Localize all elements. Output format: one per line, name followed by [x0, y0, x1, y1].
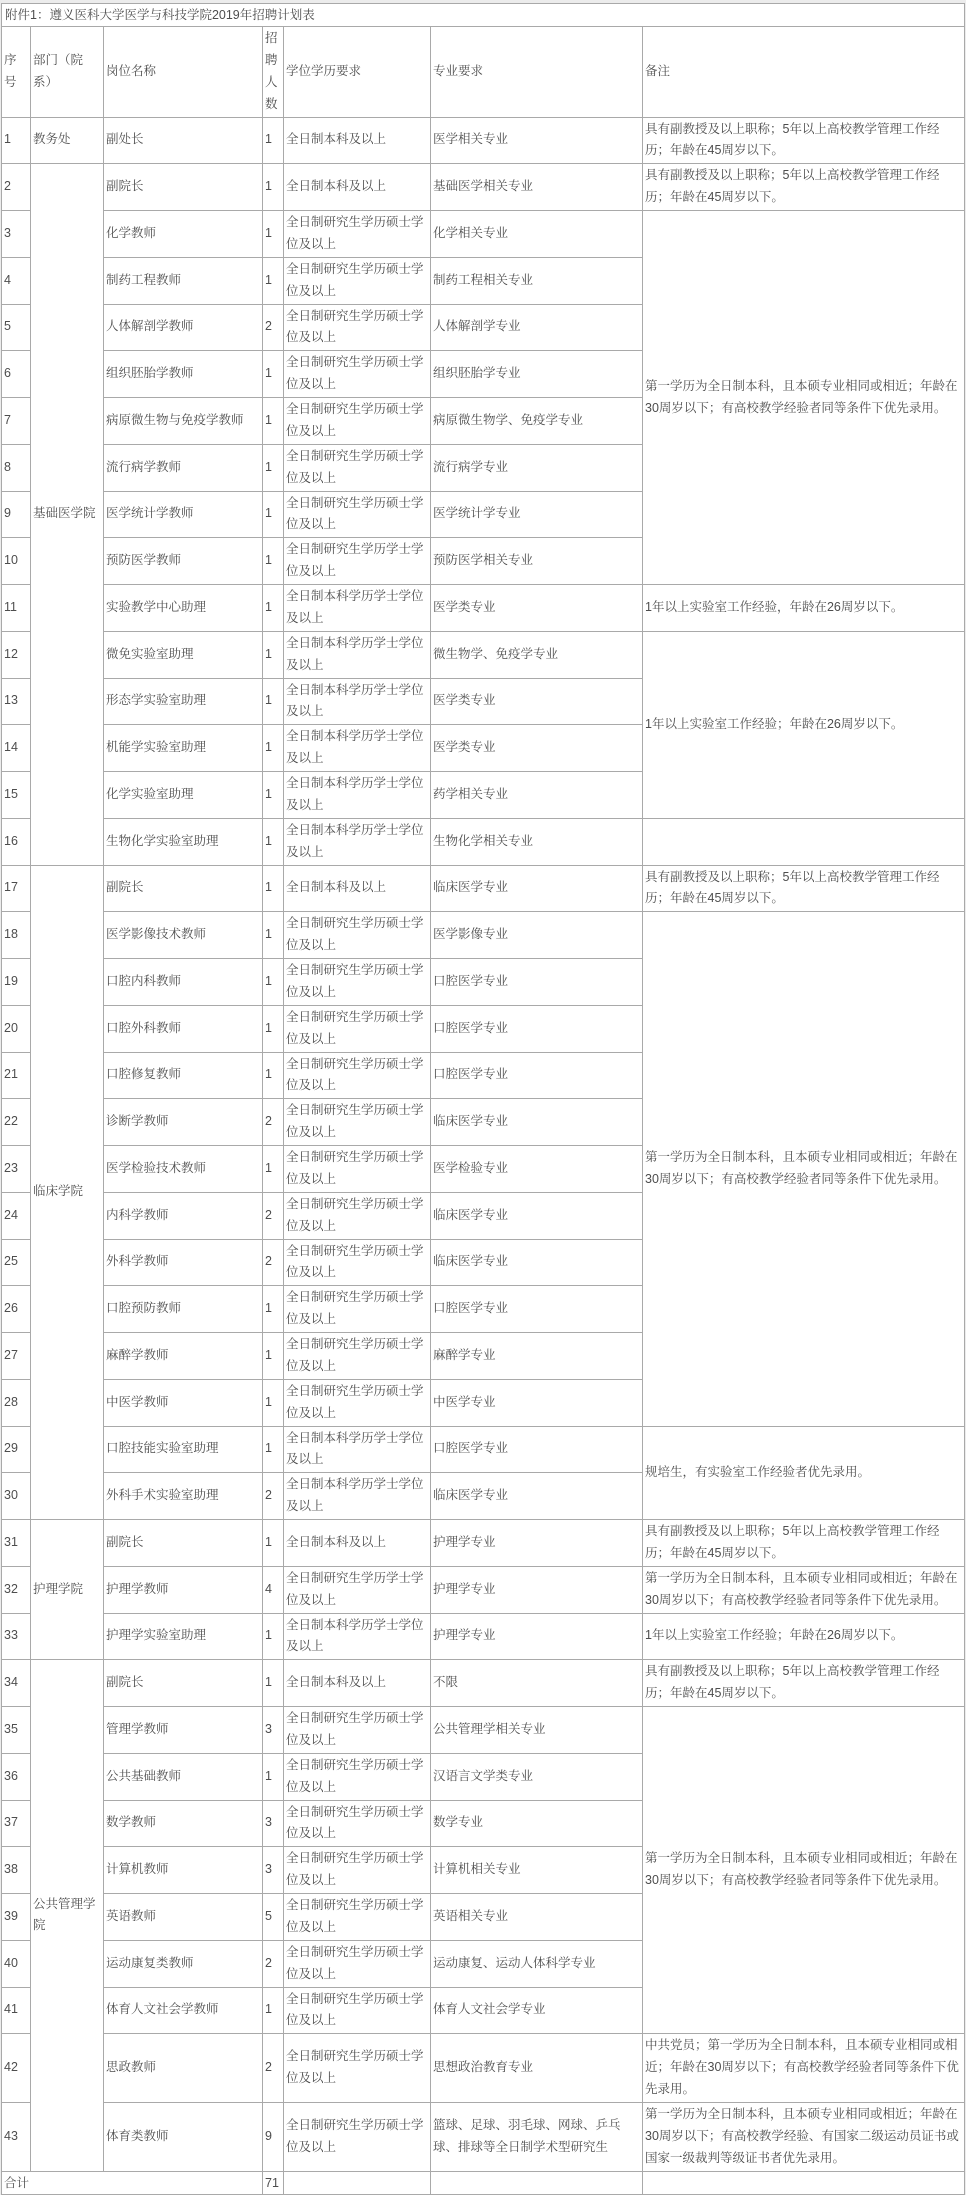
row-number-cell: 33 [2, 1613, 31, 1660]
degree-cell: 全日制研究生学历硕士学位及以上 [284, 1800, 431, 1847]
count-cell: 4 [263, 1566, 284, 1613]
remark-cell: 1年以上实验室工作经验；年龄在26周岁以下。 [643, 1613, 965, 1660]
position-cell: 化学教师 [104, 211, 263, 258]
degree-cell: 全日制研究生学历硕士学位及以上 [284, 1894, 431, 1941]
row-number-cell: 42 [2, 2034, 31, 2103]
row-number-cell: 10 [2, 538, 31, 585]
count-cell: 2 [263, 1239, 284, 1286]
degree-cell: 全日制研究生学历硕士学位及以上 [284, 1753, 431, 1800]
major-cell: 微生物学、免疫学专业 [431, 631, 643, 678]
degree-cell: 全日制研究生学历硕士学位及以上 [284, 351, 431, 398]
major-cell: 医学相关专业 [431, 117, 643, 164]
table-row [2, 631, 965, 678]
major-cell: 医学类专业 [431, 585, 643, 632]
col-header-department: 部门（院系） [31, 27, 104, 118]
count-cell: 1 [263, 1426, 284, 1473]
position-cell: 制药工程教师 [104, 257, 263, 304]
major-cell: 中医学专业 [431, 1379, 643, 1426]
major-cell: 临床医学专业 [431, 865, 643, 912]
table-footer-row [2, 2171, 965, 2194]
remark-cell [643, 818, 965, 865]
degree-cell: 全日制研究生学历硕士学位及以上 [284, 1146, 431, 1193]
major-cell: 化学相关专业 [431, 211, 643, 258]
major-cell: 护理学专业 [431, 1520, 643, 1567]
count-cell: 1 [263, 257, 284, 304]
row-number-cell: 18 [2, 912, 31, 959]
table-head [2, 4, 965, 118]
degree-cell: 全日制研究生学历硕士学位及以上 [284, 1052, 431, 1099]
department-cell: 临床学院 [31, 865, 104, 1520]
position-cell: 管理学教师 [104, 1707, 263, 1754]
position-cell: 医学影像技术教师 [104, 912, 263, 959]
position-cell: 口腔外科教师 [104, 1005, 263, 1052]
count-cell: 1 [263, 1379, 284, 1426]
major-cell: 口腔医学专业 [431, 1426, 643, 1473]
degree-cell: 全日制研究生学历硕士学位及以上 [284, 304, 431, 351]
department-cell: 公共管理学院 [31, 1660, 104, 2171]
col-header-remark: 备注 [643, 27, 965, 118]
row-number-cell: 34 [2, 1660, 31, 1707]
position-cell: 麻醉学教师 [104, 1333, 263, 1380]
degree-cell: 全日制本科及以上 [284, 164, 431, 211]
major-cell: 药学相关专业 [431, 772, 643, 819]
position-cell: 运动康复类教师 [104, 1940, 263, 1987]
count-cell: 1 [263, 1286, 284, 1333]
count-cell: 1 [263, 1520, 284, 1567]
major-cell: 临床医学专业 [431, 1192, 643, 1239]
count-cell: 1 [263, 211, 284, 258]
position-cell: 生物化学实验室助理 [104, 818, 263, 865]
major-cell: 口腔医学专业 [431, 1286, 643, 1333]
row-number-cell: 7 [2, 398, 31, 445]
remark-cell: 具有副教授及以上职称；5年以上高校教学管理工作经历；年龄在45周岁以下。 [643, 117, 965, 164]
row-number-cell: 25 [2, 1239, 31, 1286]
table-row [2, 1566, 965, 1613]
degree-cell: 全日制本科学历学士学位及以上 [284, 1613, 431, 1660]
position-cell: 公共基础教师 [104, 1753, 263, 1800]
count-cell: 2 [263, 1940, 284, 1987]
count-cell: 2 [263, 1099, 284, 1146]
degree-cell: 全日制研究生学历硕士学位及以上 [284, 1333, 431, 1380]
row-number-cell: 11 [2, 585, 31, 632]
major-cell: 思想政治教育专业 [431, 2034, 643, 2103]
position-cell: 体育类教师 [104, 2102, 263, 2171]
table-row [2, 2102, 965, 2171]
position-cell: 口腔预防教师 [104, 1286, 263, 1333]
position-cell: 副院长 [104, 1520, 263, 1567]
major-cell: 医学检验专业 [431, 1146, 643, 1193]
position-cell: 副院长 [104, 865, 263, 912]
major-cell: 预防医学相关专业 [431, 538, 643, 585]
table-row [2, 164, 965, 211]
position-cell: 诊断学教师 [104, 1099, 263, 1146]
position-cell: 机能学实验室助理 [104, 725, 263, 772]
count-cell: 2 [263, 2034, 284, 2103]
count-cell: 1 [263, 491, 284, 538]
table-row [2, 211, 965, 258]
empty-remark-cell [643, 2171, 965, 2194]
count-cell: 1 [263, 117, 284, 164]
row-number-cell: 30 [2, 1473, 31, 1520]
major-cell: 病原微生物学、免疫学专业 [431, 398, 643, 445]
count-cell: 1 [263, 1660, 284, 1707]
position-cell: 思政教师 [104, 2034, 263, 2103]
position-cell: 形态学实验室助理 [104, 678, 263, 725]
major-cell: 麻醉学专业 [431, 1333, 643, 1380]
remark-cell: 具有副教授及以上职称；5年以上高校教学管理工作经历；年龄在45周岁以下。 [643, 865, 965, 912]
degree-cell: 全日制本科及以上 [284, 865, 431, 912]
position-cell: 流行病学教师 [104, 444, 263, 491]
degree-cell: 全日制研究生学历学士学位及以上 [284, 538, 431, 585]
count-cell: 1 [263, 351, 284, 398]
position-cell: 医学统计学教师 [104, 491, 263, 538]
table-title-row [2, 4, 965, 27]
table-row [2, 1426, 965, 1473]
degree-cell: 全日制本科学历学士学位及以上 [284, 1426, 431, 1473]
table-row [2, 865, 965, 912]
degree-cell: 全日制本科学历学士学位及以上 [284, 818, 431, 865]
position-cell: 数学教师 [104, 1800, 263, 1847]
row-number-cell: 28 [2, 1379, 31, 1426]
table-row [2, 2034, 965, 2103]
row-number-cell: 17 [2, 865, 31, 912]
remark-cell: 具有副教授及以上职称；5年以上高校教学管理工作经历；年龄在45周岁以下。 [643, 164, 965, 211]
degree-cell: 全日制本科学历学士学位及以上 [284, 725, 431, 772]
count-cell: 1 [263, 444, 284, 491]
major-cell: 医学类专业 [431, 725, 643, 772]
col-header-no: 序号 [2, 27, 31, 118]
row-number-cell: 43 [2, 2102, 31, 2171]
row-number-cell: 35 [2, 1707, 31, 1754]
position-cell: 外科手术实验室助理 [104, 1473, 263, 1520]
remark-cell: 具有副教授及以上职称；5年以上高校教学管理工作经历；年龄在45周岁以下。 [643, 1520, 965, 1567]
remark-cell: 第一学历为全日制本科，且本硕专业相同或相近；年龄在30周岁以下；有高校教学经验、有国家二级运动员证书或国家一级裁判等级证书者优先录用。 [643, 2102, 965, 2171]
degree-cell: 全日制本科学历学士学位及以上 [284, 631, 431, 678]
major-cell: 护理学专业 [431, 1613, 643, 1660]
remark-cell: 第一学历为全日制本科，且本硕专业相同或相近；年龄在30周岁以下；有高校教学经验者同等条件下优先录用。 [643, 1707, 965, 2034]
major-cell: 组织胚胎学专业 [431, 351, 643, 398]
count-cell: 1 [263, 1333, 284, 1380]
row-number-cell: 20 [2, 1005, 31, 1052]
remark-cell: 规培生，有实验室工作经验者优先录用。 [643, 1426, 965, 1520]
position-cell: 外科学教师 [104, 1239, 263, 1286]
total-label-cell: 合计 [2, 2171, 263, 2194]
empty-major-cell [431, 2171, 643, 2194]
position-cell: 副处长 [104, 117, 263, 164]
major-cell: 临床医学专业 [431, 1099, 643, 1146]
count-cell: 1 [263, 1753, 284, 1800]
degree-cell: 全日制本科及以上 [284, 1520, 431, 1567]
major-cell: 运动康复、运动人体科学专业 [431, 1940, 643, 1987]
degree-cell: 全日制研究生学历硕士学位及以上 [284, 1987, 431, 2034]
count-cell: 1 [263, 538, 284, 585]
row-number-cell: 13 [2, 678, 31, 725]
count-cell: 3 [263, 1847, 284, 1894]
row-number-cell: 41 [2, 1987, 31, 2034]
major-cell: 体育人文社会学专业 [431, 1987, 643, 2034]
degree-cell: 全日制研究生学历硕士学位及以上 [284, 2102, 431, 2171]
count-cell: 1 [263, 912, 284, 959]
table-row [2, 912, 965, 959]
department-cell: 护理学院 [31, 1520, 104, 1660]
degree-cell: 全日制研究生学历硕士学位及以上 [284, 1286, 431, 1333]
row-number-cell: 23 [2, 1146, 31, 1193]
position-cell: 护理学实验室助理 [104, 1613, 263, 1660]
row-number-cell: 3 [2, 211, 31, 258]
degree-cell: 全日制本科学历学士学位及以上 [284, 772, 431, 819]
recruitment-table [1, 3, 965, 2195]
degree-cell: 全日制研究生学历硕士学位及以上 [284, 1099, 431, 1146]
major-cell: 汉语言文学类专业 [431, 1753, 643, 1800]
position-cell: 副院长 [104, 1660, 263, 1707]
count-cell: 1 [263, 398, 284, 445]
degree-cell: 全日制研究生学历硕士学位及以上 [284, 211, 431, 258]
degree-cell: 全日制本科学历学士学位及以上 [284, 585, 431, 632]
degree-cell: 全日制研究生学历硕士学位及以上 [284, 398, 431, 445]
count-cell: 1 [263, 164, 284, 211]
degree-cell: 全日制研究生学历硕士学位及以上 [284, 1940, 431, 1987]
row-number-cell: 15 [2, 772, 31, 819]
degree-cell: 全日制研究生学历硕士学位及以上 [284, 1707, 431, 1754]
position-cell: 口腔修复教师 [104, 1052, 263, 1099]
position-cell: 预防医学教师 [104, 538, 263, 585]
position-cell: 医学检验技术教师 [104, 1146, 263, 1193]
position-cell: 人体解剖学教师 [104, 304, 263, 351]
degree-cell: 全日制研究生学历硕士学位及以上 [284, 444, 431, 491]
major-cell: 数学专业 [431, 1800, 643, 1847]
degree-cell: 全日制研究生学历硕士学位及以上 [284, 1005, 431, 1052]
major-cell: 临床医学专业 [431, 1473, 643, 1520]
major-cell: 计算机相关专业 [431, 1847, 643, 1894]
department-cell: 教务处 [31, 117, 104, 164]
col-header-position: 岗位名称 [104, 27, 263, 118]
degree-cell: 全日制研究生学历硕士学位及以上 [284, 1239, 431, 1286]
count-cell: 1 [263, 585, 284, 632]
count-cell: 1 [263, 725, 284, 772]
degree-cell: 全日制本科及以上 [284, 1660, 431, 1707]
count-cell: 2 [263, 1192, 284, 1239]
count-cell: 3 [263, 1800, 284, 1847]
count-cell: 1 [263, 1005, 284, 1052]
remark-cell: 中共党员；第一学历为全日制本科，且本硕专业相同或相近；年龄在30周岁以下；有高校教学经验者同等条件下优先录用。 [643, 2034, 965, 2103]
position-cell: 微免实验室助理 [104, 631, 263, 678]
table-body [2, 117, 965, 2194]
major-cell: 医学类专业 [431, 678, 643, 725]
row-number-cell: 16 [2, 818, 31, 865]
count-cell: 2 [263, 304, 284, 351]
major-cell: 篮球、足球、羽毛球、网球、乒乓球、排球等全日制学术型研究生 [431, 2102, 643, 2171]
table-title: 附件1：遵义医科大学医学与科技学院2019年招聘计划表 [2, 4, 965, 27]
degree-cell: 全日制本科学历学士学位及以上 [284, 1473, 431, 1520]
position-cell: 组织胚胎学教师 [104, 351, 263, 398]
remark-cell: 具有副教授及以上职称；5年以上高校教学管理工作经历；年龄在45周岁以下。 [643, 1660, 965, 1707]
major-cell: 不限 [431, 1660, 643, 1707]
degree-cell: 全日制研究生学历硕士学位及以上 [284, 257, 431, 304]
major-cell: 医学影像专业 [431, 912, 643, 959]
degree-cell: 全日制研究生学历硕士学位及以上 [284, 1192, 431, 1239]
major-cell: 制药工程相关专业 [431, 257, 643, 304]
count-cell: 5 [263, 1894, 284, 1941]
position-cell: 内科学教师 [104, 1192, 263, 1239]
position-cell: 化学实验室助理 [104, 772, 263, 819]
remark-cell: 第一学历为全日制本科，且本硕专业相同或相近；年龄在30周岁以下；有高校教学经验者同等条件下优先录用。 [643, 1566, 965, 1613]
table-row [2, 1613, 965, 1660]
row-number-cell: 27 [2, 1333, 31, 1380]
count-cell: 1 [263, 631, 284, 678]
position-cell: 副院长 [104, 164, 263, 211]
degree-cell: 全日制本科学历学士学位及以上 [284, 678, 431, 725]
degree-cell: 全日制研究生学历硕士学位及以上 [284, 1847, 431, 1894]
table-row [2, 1520, 965, 1567]
major-cell: 公共管理学相关专业 [431, 1707, 643, 1754]
degree-cell: 全日制本科及以上 [284, 117, 431, 164]
count-cell: 1 [263, 818, 284, 865]
row-number-cell: 39 [2, 1894, 31, 1941]
count-cell: 1 [263, 678, 284, 725]
table-row [2, 818, 965, 865]
row-number-cell: 4 [2, 257, 31, 304]
major-cell: 基础医学相关专业 [431, 164, 643, 211]
position-cell: 口腔内科教师 [104, 959, 263, 1006]
major-cell: 口腔医学专业 [431, 1005, 643, 1052]
count-cell: 1 [263, 1613, 284, 1660]
count-cell: 1 [263, 772, 284, 819]
major-cell: 生物化学相关专业 [431, 818, 643, 865]
empty-degree-cell [284, 2171, 431, 2194]
degree-cell: 全日制研究生学历硕士学位及以上 [284, 2034, 431, 2103]
position-cell: 实验教学中心助理 [104, 585, 263, 632]
row-number-cell: 31 [2, 1520, 31, 1567]
remark-cell: 第一学历为全日制本科，且本硕专业相同或相近；年龄在30周岁以下；有高校教学经验者同等条件下优先录用。 [643, 912, 965, 1426]
position-cell: 体育人文社会学教师 [104, 1987, 263, 2034]
row-number-cell: 24 [2, 1192, 31, 1239]
table-row [2, 117, 965, 164]
major-cell: 英语相关专业 [431, 1894, 643, 1941]
position-cell: 中医学教师 [104, 1379, 263, 1426]
degree-cell: 全日制研究生学历学士学位及以上 [284, 1566, 431, 1613]
major-cell: 口腔医学专业 [431, 959, 643, 1006]
row-number-cell: 38 [2, 1847, 31, 1894]
major-cell: 人体解剖学专业 [431, 304, 643, 351]
row-number-cell: 29 [2, 1426, 31, 1473]
row-number-cell: 2 [2, 164, 31, 211]
row-number-cell: 32 [2, 1566, 31, 1613]
table-header-row [2, 27, 965, 118]
row-number-cell: 19 [2, 959, 31, 1006]
count-cell: 1 [263, 1052, 284, 1099]
row-number-cell: 21 [2, 1052, 31, 1099]
col-header-degree: 学位学历要求 [284, 27, 431, 118]
row-number-cell: 6 [2, 351, 31, 398]
degree-cell: 全日制研究生学历硕士学位及以上 [284, 959, 431, 1006]
major-cell: 口腔医学专业 [431, 1052, 643, 1099]
row-number-cell: 5 [2, 304, 31, 351]
count-cell: 1 [263, 959, 284, 1006]
total-count-cell: 71 [263, 2171, 284, 2194]
count-cell: 3 [263, 1707, 284, 1754]
major-cell: 临床医学专业 [431, 1239, 643, 1286]
table-row [2, 1660, 965, 1707]
position-cell: 护理学教师 [104, 1566, 263, 1613]
department-cell: 基础医学院 [31, 164, 104, 865]
degree-cell: 全日制研究生学历硕士学位及以上 [284, 912, 431, 959]
col-header-major: 专业要求 [431, 27, 643, 118]
position-cell: 口腔技能实验室助理 [104, 1426, 263, 1473]
major-cell: 医学统计学专业 [431, 491, 643, 538]
count-cell: 9 [263, 2102, 284, 2171]
row-number-cell: 37 [2, 1800, 31, 1847]
col-header-count: 招聘人数 [263, 27, 284, 118]
degree-cell: 全日制研究生学历硕士学位及以上 [284, 491, 431, 538]
table-row [2, 585, 965, 632]
degree-cell: 全日制研究生学历硕士学位及以上 [284, 1379, 431, 1426]
position-cell: 计算机教师 [104, 1847, 263, 1894]
row-number-cell: 9 [2, 491, 31, 538]
remark-cell: 1年以上实验室工作经验；年龄在26周岁以下。 [643, 631, 965, 818]
count-cell: 1 [263, 865, 284, 912]
major-cell: 流行病学专业 [431, 444, 643, 491]
position-cell: 病原微生物与免疫学教师 [104, 398, 263, 445]
count-cell: 2 [263, 1473, 284, 1520]
remark-cell: 1年以上实验室工作经验，年龄在26周岁以下。 [643, 585, 965, 632]
row-number-cell: 36 [2, 1753, 31, 1800]
count-cell: 1 [263, 1146, 284, 1193]
position-cell: 英语教师 [104, 1894, 263, 1941]
row-number-cell: 8 [2, 444, 31, 491]
count-cell: 1 [263, 1987, 284, 2034]
table-row [2, 1707, 965, 1754]
major-cell: 护理学专业 [431, 1566, 643, 1613]
row-number-cell: 1 [2, 117, 31, 164]
row-number-cell: 14 [2, 725, 31, 772]
row-number-cell: 12 [2, 631, 31, 678]
row-number-cell: 22 [2, 1099, 31, 1146]
row-number-cell: 26 [2, 1286, 31, 1333]
row-number-cell: 40 [2, 1940, 31, 1987]
remark-cell: 第一学历为全日制本科，且本硕专业相同或相近；年龄在30周岁以下；有高校教学经验者同等条件下优先录用。 [643, 211, 965, 585]
